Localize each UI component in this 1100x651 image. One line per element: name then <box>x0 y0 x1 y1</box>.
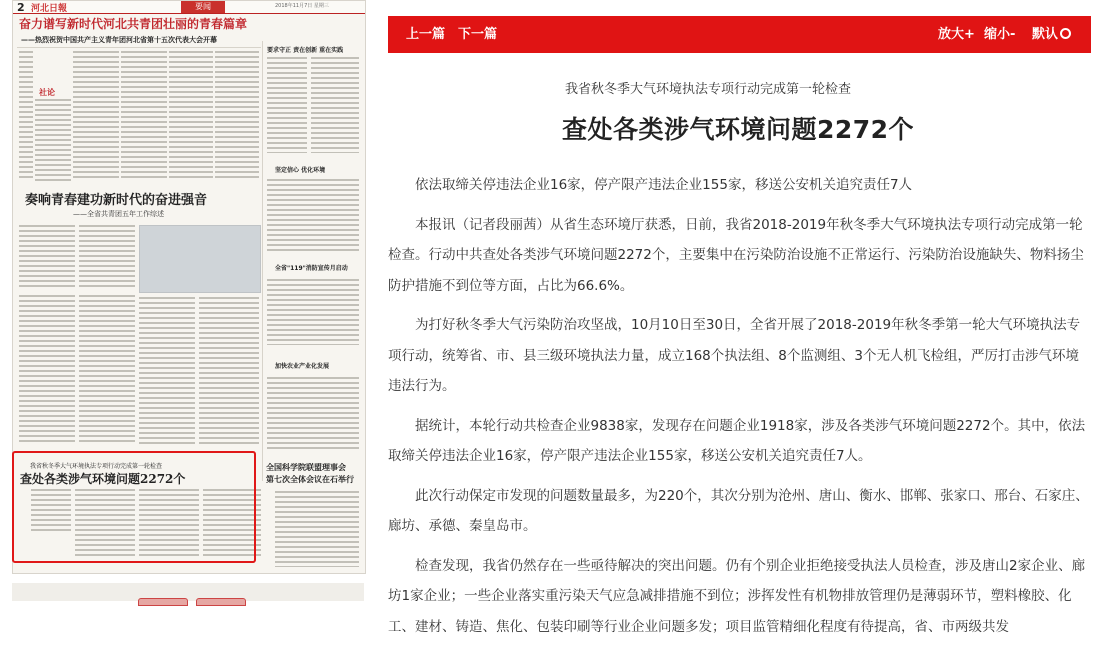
paper-photo <box>139 225 261 293</box>
paper-text-block <box>199 297 259 445</box>
paper-text-block <box>215 51 259 181</box>
paper-text-block <box>79 295 135 445</box>
paper-text-block <box>19 51 33 181</box>
article-toolbar <box>388 16 1091 53</box>
next-article-link[interactable]: 下一篇 <box>458 27 498 42</box>
article-paragraph: 本报讯（记者段丽茜）从省生态环境厅获悉，日前，我省2018-2019年秋冬季大气环境执法专项行动完成第一轮检查。行动中共查处各类涉气环境问题2272个，主要集中在污染防治设施不正常运行、污染防治设施缺失、物料扬尘防护措施不到位等方面，占比为66.6%。 <box>388 216 1084 294</box>
paper-text-block <box>267 279 359 345</box>
paper-text-block <box>267 377 359 449</box>
highlight-side-title-2[interactable]: 第七次全体会议在石举行 <box>266 475 354 484</box>
article-paragraph: 据统计，本轮行动共检查企业9838家，发现存在问题企业1918家，涉及各类涉气环境问题2272个。其中，依法取缔关停违法企业16家，停产限产违法企业155家，移送公安机关追究责任7人。 <box>388 417 1086 464</box>
highlight-title[interactable]: 查处各类涉气环境问题2272个 <box>20 472 186 486</box>
article-paragraph: 为打好秋冬季大气污染防治攻坚战，10月10日至30日，全省开展了2018-2019年秋冬季第一轮大气环境执法专项行动，统筹省、市、县三级环境执法力量，成立168个执法组、8个监测组、3个无人机飞检组，严厉打击涉气环境违法行为。 <box>388 317 1081 394</box>
paper-right-title-1[interactable]: 要求守正 责在创新 重在实践 <box>267 47 344 54</box>
circle-icon <box>1060 28 1071 39</box>
zoom-out-button[interactable]: 缩小- <box>984 27 1016 42</box>
paper-text-block <box>121 51 167 181</box>
paper-text-block <box>19 295 75 445</box>
article-subhead: 依法取缔关停违法企业16家，停产限产违法企业155家，移送公安机关追究责任7人 <box>415 177 913 193</box>
paper-logo: 河北日報 <box>31 4 68 14</box>
prev-page-button[interactable] <box>138 598 188 606</box>
paper-section-label: 要闻 <box>181 1 225 13</box>
paper-text-block <box>275 491 359 567</box>
paper-text-block <box>73 51 119 181</box>
next-page-button[interactable] <box>196 598 246 606</box>
divider <box>262 41 263 481</box>
paper-text-block <box>35 99 71 181</box>
highlight-side-title-1[interactable]: 全国科学院联盟理事会 <box>266 463 346 472</box>
paper-text-block <box>79 225 135 289</box>
paper-second-headline[interactable]: 奏响青春建功新时代的奋进强音 <box>25 193 208 208</box>
default-size-label: 默认 <box>1032 27 1059 42</box>
paper-pager-bar <box>12 583 364 601</box>
prev-article-link[interactable]: 上一篇 <box>406 27 446 42</box>
paper-text-block <box>311 57 359 153</box>
paper-second-sub: ——全省共青团五年工作综述 <box>73 210 164 218</box>
paper-right-title-4[interactable]: 加快农业产业化发展 <box>275 363 330 370</box>
article-headline: 查处各类涉气环境问题2272个 <box>561 115 915 144</box>
paper-text-block <box>267 57 307 153</box>
paper-right-title-2[interactable]: 坚定信心 优化环境 <box>275 167 326 174</box>
article-kicker: 我省秋冬季大气环境执法专项行动完成第一轮检查 <box>564 82 851 97</box>
paper-headline-sub: ——热烈祝贺中国共产主义青年团河北省第十五次代表大会开幕 <box>21 36 217 44</box>
zoom-in-button[interactable]: 放大+ <box>938 27 975 42</box>
divider <box>17 47 261 48</box>
paper-text-block <box>139 297 195 445</box>
article-body <box>388 170 1091 651</box>
paper-right-title-3[interactable]: 全省"119"消防宣传月启动 <box>275 265 348 272</box>
paper-text-block <box>19 225 75 289</box>
paper-text-block <box>169 51 213 181</box>
default-size-button[interactable] <box>1032 16 1071 53</box>
paper-text-block <box>267 179 359 253</box>
paper-editorial-label: 社论 <box>39 87 55 97</box>
paper-page-number: 2 <box>17 1 25 14</box>
paper-date-line: 2018年11月7日 星期三 <box>275 3 329 9</box>
highlight-kicker: 我省秋冬季大气环境执法专项行动完成第一轮检查 <box>30 463 163 470</box>
article-paragraph: 检查发现，我省仍然存在一些亟待解决的突出问题。仍有个别企业拒绝接受执法人员检查，涉及唐山2家企业、廊坊1家企业；一些企业落实重污染天气应急减排措施不到位；涉挥发性有机物排放管理仍是薄弱环节，塑料橡胶、化工、建材、铸造、焦化、包装印刷等行业企业问题多发；项目监管精细化程度有待提高，省、市两级共发 <box>388 557 1086 635</box>
article-paragraph: 此次行动保定市发现的问题数量最多，为220个，其次分别为沧州、唐山、衡水、邯郸、张家口、邢台、石家庄、廊坊、承德、秦皇岛市。 <box>388 487 1089 534</box>
paper-headline[interactable]: 奋力谱写新时代河北共青团壮丽的青春篇章 <box>19 17 248 31</box>
